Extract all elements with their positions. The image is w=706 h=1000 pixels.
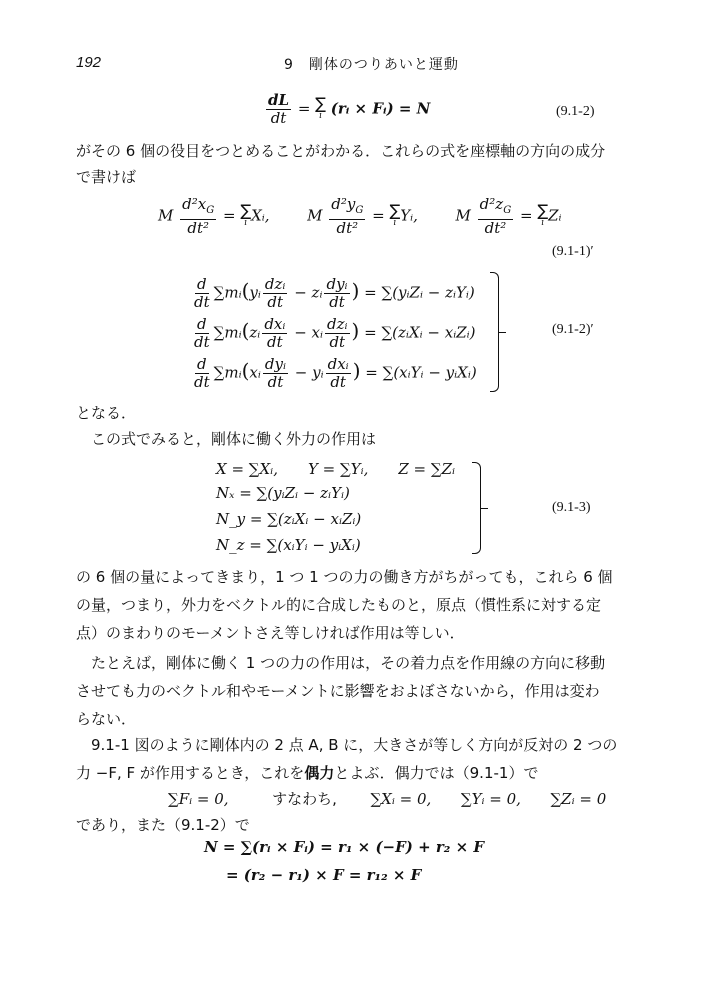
equation-number: (9.1-1)′ <box>552 244 594 259</box>
paragraph-line: となる． <box>76 404 137 422</box>
rhs-term: ∑(yᵢZᵢ − zᵢYᵢ) <box>381 283 475 302</box>
eq-body: (rᵢ × Fᵢ) = N <box>330 99 431 118</box>
frac-denominator: dt <box>194 333 210 351</box>
frac-numerator: d²z <box>479 195 504 213</box>
frac-numerator: d <box>197 315 207 333</box>
eq-term: ∑Fᵢ = 0, <box>168 790 229 808</box>
equation-9-1-2-prime-row: $\frac{d}{dt}$ ∑mᵢ(yᵢ $\frac{\text{dzᵢ}}{dt}$ − zᵢ $\frac{\text{dyᵢ}}{dt}$ ) = ∑(yᵢZᵢ − zᵢYᵢ) <box>194 275 475 311</box>
coord-b: xᵢ <box>311 323 324 342</box>
equation-couple-moment: N = ∑(rᵢ × Fᵢ) = r₁ × (−F) + r₂ × F <box>204 838 485 856</box>
frac-denominator: dt <box>267 293 283 311</box>
subscript-g: G <box>503 205 512 216</box>
coord-a: zᵢ <box>249 323 261 342</box>
coord-b: yᵢ <box>312 363 324 382</box>
equation-9-1-2: $\frac{dL}{dt}$ = ∑ i (rᵢ × Fᵢ) = N <box>268 91 431 127</box>
frac-numerator: dzᵢ <box>327 315 348 333</box>
page-header <box>0 52 706 76</box>
rhs-term: Xᵢ, <box>251 206 270 225</box>
paragraph-line: 点）のまわりのモーメントさえ等しければ作用は等しい． <box>76 624 465 642</box>
frac-denominator: dt <box>194 293 210 311</box>
bold-term-couple: 偶力 <box>304 764 335 782</box>
rhs-term: ∑(zᵢXᵢ − xᵢZᵢ) <box>381 323 476 342</box>
coord-a: xᵢ <box>249 363 261 382</box>
paragraph-line: がその 6 個の役目をつとめることがわかる．これらの式を座標軸の方向の成分 <box>76 142 606 160</box>
text-run: 力 −F, F が作用するとき，これを <box>76 764 305 782</box>
frac-denominator: dt <box>329 293 345 311</box>
coord-b: zᵢ <box>311 283 323 302</box>
frac-numerator: d <box>197 355 207 373</box>
sum-index: i <box>393 217 397 228</box>
eq-lhs-denominator: dt <box>270 109 287 127</box>
frac-numerator: dxᵢ <box>264 315 286 333</box>
frac-denominator: dt <box>329 333 346 351</box>
equation-9-1-3-line: N_z = ∑(xᵢYᵢ − yᵢXᵢ) <box>216 536 361 554</box>
right-brace <box>490 272 499 392</box>
frac-numerator: d²y <box>331 195 356 213</box>
sum-mass: ∑mᵢ <box>213 363 242 382</box>
chapter-title: 9 剛体のつりあいと運動 <box>284 57 459 73</box>
rhs-term: Yᵢ, <box>400 206 418 225</box>
paragraph-line <box>76 760 636 786</box>
sum-index: i <box>319 110 322 121</box>
sum-index: i <box>541 217 545 228</box>
frac-numerator: dzᵢ <box>264 275 286 293</box>
paragraph-line: らない． <box>76 710 137 728</box>
coord-a: yᵢ <box>249 283 261 302</box>
frac-numerator: dyᵢ <box>264 355 286 373</box>
rhs-term: Zᵢ <box>548 206 562 225</box>
equation-number: (9.1-2)′ <box>552 322 594 337</box>
sum-mass: ∑mᵢ <box>213 283 242 302</box>
paragraph-line: で書けば <box>76 168 137 186</box>
equation-9-1-3-line: X = ∑Xᵢ, Y = ∑Yᵢ, Z = ∑Zᵢ <box>216 460 456 478</box>
frac-denominator: dt² <box>187 219 209 237</box>
equation-number: (9.1-3) <box>552 500 591 515</box>
mass-symbol: M <box>307 206 323 225</box>
eq-term: ∑Yᵢ = 0, <box>460 790 521 808</box>
paragraph-line: 9.1-1 図のように剛体内の 2 点 A, B に，大きさが等しく方向が反対の 2 つの <box>76 736 618 754</box>
frac-denominator: dt <box>267 373 284 391</box>
paragraph-line: この式でみると，剛体に働く外力の作用は <box>76 430 377 448</box>
frac-numerator: dyᵢ <box>326 275 348 293</box>
equation-9-1-1-prime: M $\frac{d^2x_G}{\text{dt²}}$ = ∑ i Xᵢ, M $\frac{d^2y_G}{\text{dt²}}$ = ∑ i Yᵢ, M $\frac{d^2z_G}{\text{dt²}}$ = ∑ i Zᵢ <box>158 195 562 237</box>
eq-connector: すなわち, <box>272 790 337 808</box>
paragraph-line: の 6 個の量によってきまり，1 つ 1 つの力の働き方がちがっても，これら 6 個 <box>76 568 613 586</box>
equation-couple-sum <box>168 788 606 809</box>
paragraph-line: たとえば，剛体に働く 1 つの力の作用は，その着力点を作用線の方向に移動 <box>76 654 606 672</box>
eq-term: ∑Xᵢ = 0, <box>370 790 432 808</box>
equation-9-1-3-line: Nₓ = ∑(yᵢZᵢ − zᵢYᵢ) <box>216 484 350 502</box>
paragraph-line: の量，つまり，外力をベクトル的に合成したものと，原点（慣性系に対する定 <box>76 596 602 614</box>
frac-numerator: d²x <box>182 195 207 213</box>
frac-denominator: dt <box>194 373 210 391</box>
sum-index: i <box>244 217 248 228</box>
paragraph-line: させても力のベクトル和やモーメントに影響をおよぼさないから，作用は変わ <box>76 682 600 700</box>
eq-term: ∑Zᵢ = 0 <box>550 790 607 808</box>
equation-number: (9.1-2) <box>556 104 595 119</box>
mass-symbol: M <box>158 206 174 225</box>
frac-numerator: d <box>197 275 207 293</box>
paragraph-line: であり，また（9.1-2）で <box>76 816 250 834</box>
right-brace <box>472 462 481 554</box>
subscript-g: G <box>355 205 364 216</box>
equation-9-1-2-prime-row: $\frac{d}{dt}$ ∑mᵢ(xᵢ $\frac{\text{dyᵢ}}{dt}$ − yᵢ $\frac{\text{dxᵢ}}{dt}$ ) = ∑(xᵢYᵢ − yᵢXᵢ) <box>194 355 477 391</box>
mass-symbol: M <box>455 206 471 225</box>
frac-denominator: dt² <box>484 219 507 237</box>
equation-couple-moment: = (r₂ − r₁) × F = r₁₂ × F <box>226 866 422 884</box>
equation-9-1-2-prime-row: $\frac{d}{dt}$ ∑mᵢ(zᵢ $\frac{\text{dxᵢ}}{dt}$ − xᵢ $\frac{\text{dzᵢ}}{dt}$ ) = ∑(zᵢXᵢ − xᵢZᵢ) <box>194 315 476 351</box>
frac-numerator: dxᵢ <box>327 355 349 373</box>
equation-9-1-3-line: N_y = ∑(zᵢXᵢ − xᵢZᵢ) <box>216 510 362 528</box>
text-run: とよぶ．偶力では（9.1-1）で <box>334 764 539 782</box>
frac-denominator: dt² <box>336 219 359 237</box>
sum-mass: ∑mᵢ <box>213 323 242 342</box>
eq-lhs-numerator: dL <box>268 91 290 109</box>
subscript-g: G <box>206 205 215 216</box>
page-number: 192 <box>76 54 102 71</box>
frac-denominator: dt <box>330 373 346 391</box>
frac-denominator: dt <box>267 333 283 351</box>
rhs-term: ∑(xᵢYᵢ − yᵢXᵢ) <box>382 363 477 382</box>
